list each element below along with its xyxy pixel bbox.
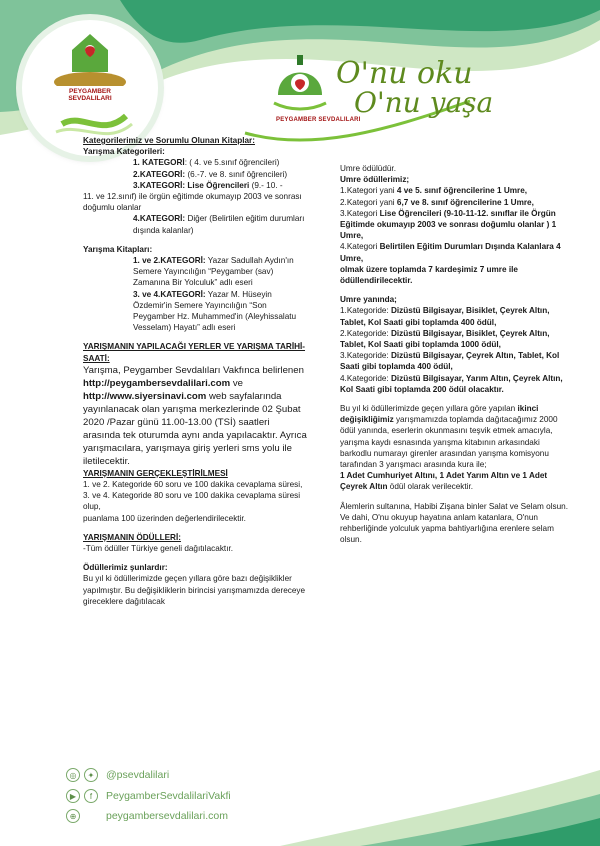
social-page[interactable]: PeygamberSevdalilariVakfi (106, 790, 231, 802)
left-column (83, 135, 309, 607)
execution-title: YARIŞMANIN GERÇEKLEŞTİRİLMESİ (83, 468, 228, 478)
category-2: 2.KATEGORİ: (6.-7. ve 8. sınıf öğrencileri) (133, 169, 288, 179)
bottom-wave-decoration (0, 760, 600, 846)
umre-1: 1.Kategori yani 4 ve 5. sınıf öğrencilerine 1 Umre, (340, 186, 528, 196)
website-link[interactable]: peygambersevdalilari.com (106, 810, 228, 822)
prize-4: 4.Kategoride: Dizüstü Bilgisayar, Yarım Altın, Çeyrek Altın, Kol Saati gibi toplamda 200 ödül olacaktır. (340, 373, 563, 394)
prize-2: 2.Kategoride: Dizüstü Bilgisayar, Bisiklet, Çeyrek Altın, Tablet, Kol Saati gibi toplamda 1000 ödül, (340, 328, 550, 350)
conditions-1: Bu yıl ki ödüllerimizde geçen yıllara göre bazı değişiklikler yapılmıştır. Bu değişikliklerin birincisi yarışmamızda dereceye gireceklere dağıtılacak (83, 574, 306, 606)
umre-4: 4.Kategori Belirtilen Eğitim Durumları Dışında Kalanlara 4 Umre, (340, 242, 561, 263)
prize-3: 3.Kategoride: Dizüstü Bilgisayar, Çeyrek Altın, Tablet, Kol Saati gibi toplamda 400 ödül, (340, 351, 560, 372)
books-title: Yarışma Kitapları: (83, 244, 153, 254)
brand-small-text: PEYGAMBER SEVDALILARI (276, 117, 361, 123)
salutation-2: Ve dahi, O'nu okuyup hayatına anlam katanlara, O'nun rehberliğinde yolculuk yapma bahtiyarlığına erenlere selam olsun. (340, 512, 554, 545)
umre-3: 3.Kategori Lise Öğrencileri (9-10-11-12. sınıflar ile Örgün Eğitimde okumayıp 2003 ve sonrası doğumlu olanlar ) 1 Umre, (340, 208, 557, 241)
logo-circle-text: PEYGAMBER SEVDALILARI (68, 88, 112, 102)
slogan-line2: O'nu yaşa (354, 86, 494, 119)
twitter-icon: ✦ (84, 768, 98, 782)
right-column (340, 163, 568, 546)
globe-icon: ⊕ (66, 809, 80, 823)
awards-1: -Tüm ödüller Türkiye geneli dağıtılacaktır. (83, 544, 234, 554)
umre-2: 2.Kategori yani 6,7 ve 8. sınıf öğrencilerine 1 Umre, (340, 197, 534, 207)
youtube-icon: ▶ (66, 789, 80, 803)
category-3-continued: 11. ve 12.sınıf) ile örgün eğitimde okumayıp 2003 ve sonrası doğumlu olanlar (83, 192, 302, 213)
instagram-icon: ◎ (66, 768, 80, 782)
awards-title: YARIŞMANIN ÖDÜLLERİ: (83, 532, 181, 542)
prize-title: Umre yanında; (340, 295, 397, 305)
prize-1: 1.Kategoride: Dizüstü Bilgisayar, Bisiklet, Çeyrek Altın, Tablet, Kol Saati gibi toplamda 400 ödül, (340, 306, 550, 327)
change-paragraph: Bu yıl ki ödüllerimizde geçen yıllara göre yapılan ikinci değişikliğimiz yarışmamızda toplamda dağıtacağımız 2000 ödül yanında, eserlerin okunmasını teşvik etmek amacıyla, yarışma kaydı esnasında yarışma kitabının arkasındaki barkodlu numarayı girenler arasından yarışma komisyonu tarafından 3 yarışmacı arasında kura ile; (340, 404, 558, 470)
category-4: 4.KATEGORİ: Diğer (Belirtilen eğitim durumları dışında kalanlar) (133, 214, 305, 235)
brand-slogan (250, 55, 580, 145)
umre-title: Umre ödüllerimiz; (340, 175, 410, 185)
facebook-icon: f (84, 789, 98, 803)
slogan-line1: O'nu oku (336, 56, 473, 91)
category-1: 1. KATEGORİ: ( 4. ve 5.sınıf öğrencileri) (133, 158, 280, 168)
url-siyersinavi[interactable]: http://www.siyersinavi.com (83, 390, 207, 402)
category-3: 3.KATEGORİ: Lise Öğrencileri (9.- 10. - (133, 180, 283, 190)
place-paragraph: Yarışma, Peygamber Sevdalıları Vakfınca belirlenen http://peygambersevdalilari.com ve http://www.siyersinavi.com web sayfalarında yayınlanacak olan yarışma merkezlerinde 02 Şubat 2020 /Pazar günü 11.00-13.00 (TSİ) saatleri arasında tek oturumda aynı anda yapılacaktır. Ayrıca yarışmacılara, yarışmaya giriş yerleri sms yolu ile iletilecektir. (83, 364, 307, 467)
book-1-2: 1. ve 2.KATEGORİ: Yazar Sadullah Aydın'ın Semere Yayıncılığın “Peygamber (sav) Zamanına Bir Yolculuk” adlı eseri (133, 256, 294, 288)
social-handle[interactable]: @psevdalilari (106, 769, 170, 781)
salutation-1: Âlemlerin sultanına, Habibi Zişana binler Salat ve Selam olsun. (340, 501, 569, 511)
place-title: YARIŞMANIN YAPILACAĞI YERLER VE YARIŞMA TARİHİ-SAATİ: (83, 342, 306, 363)
url-peygambersevdalilari[interactable]: http://peygambersevdalilari.com (83, 377, 231, 389)
book-3-4: 3. ve 4.KATEGORİ: Yazar M. Hüseyin Özdemir'in Semere Yayıncılığın “Son Peygamber Hz. Muhammed'in (Aleyhissalatu Vesselam) Hayatı” adlı eseri (133, 289, 297, 333)
conditions-title: Ödüllerimiz şunlardır: (83, 563, 168, 573)
change-prizes: 1 Adet Cumhuriyet Altını, 1 Adet Yarım Altın ve 1 Adet Çeyrek Altın ödül olarak verilecektir. (340, 471, 548, 492)
categories-heading: Kategorilerimiz ve Sorumlu Olunan Kitaplar: (83, 136, 255, 145)
categories-title: Yarışma Kategorileri: (83, 147, 165, 157)
execution-3: puanlama 100 üzerinden değerlendirilecektir. (83, 513, 246, 523)
umre-intro: Umre ödülüdür. (340, 164, 396, 173)
execution-2: 3. ve 4. Kategoride 80 soru ve 100 dakika cevaplama süresi olup, (83, 491, 301, 512)
execution-1: 1. ve 2. Kategoride 60 soru ve 100 dakika cevaplama süresi, (83, 480, 303, 490)
umre-total: olmak üzere toplamda 7 kardeşimiz 7 umre ile ödüllendirilecektir. (340, 264, 518, 286)
